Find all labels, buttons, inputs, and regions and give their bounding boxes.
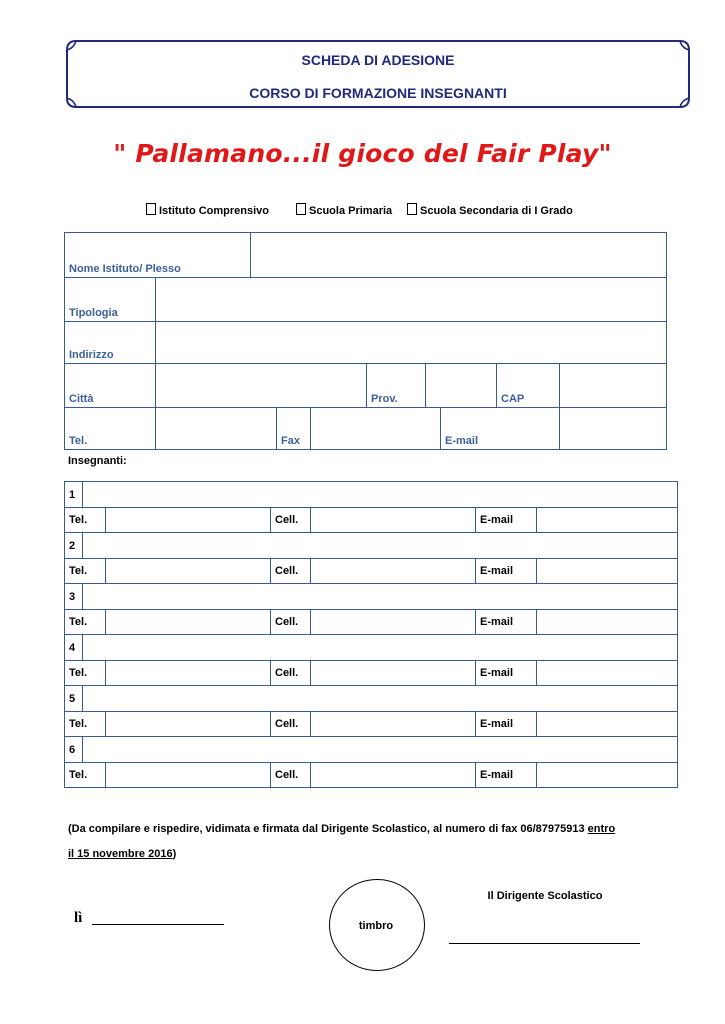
- teacher-tel-label: Tel.: [69, 514, 88, 526]
- citta-label-cell: [65, 364, 156, 408]
- teacher-tel-field[interactable]: [106, 559, 271, 584]
- teacher-contact-row: [65, 508, 678, 533]
- note-deadline-word: entro: [587, 823, 616, 835]
- teacher-tel-label-cell: [65, 763, 106, 788]
- teacher-name-field[interactable]: [83, 584, 678, 610]
- tel-label: Tel.: [69, 435, 88, 447]
- cap-label: CAP: [501, 393, 525, 405]
- teacher-number-cell: [65, 686, 83, 712]
- teacher-cell-field[interactable]: [311, 610, 476, 635]
- teacher-cell-label: Cell.: [275, 514, 299, 526]
- note-text: (Da compilare e rispedire, vidimata e firmata dal Dirigente Scolastico, al numero di fax 06/87975913: [68, 823, 588, 835]
- teacher-tel-label-cell: [65, 712, 106, 737]
- teacher-cell-field[interactable]: [311, 763, 476, 788]
- stamp-label: timbro: [358, 920, 394, 932]
- teacher-email-label-cell: [476, 559, 537, 584]
- teacher-number-cell: [65, 584, 83, 610]
- teacher-tel-label-cell: [65, 559, 106, 584]
- teacher-cell-label: Cell.: [275, 616, 299, 628]
- teacher-number-cell: [65, 635, 83, 661]
- teacher-number: 1: [69, 488, 76, 501]
- teacher-email-label: E-mail: [480, 514, 514, 526]
- teacher-number-cell: [65, 533, 83, 559]
- teacher-number: 3: [69, 590, 76, 603]
- teacher-name-row: [65, 533, 678, 559]
- email-field[interactable]: [560, 408, 667, 450]
- teacher-email-label: E-mail: [480, 616, 514, 628]
- teacher-email-field[interactable]: [537, 559, 678, 584]
- note-close: ): [172, 848, 177, 860]
- teacher-email-label: E-mail: [480, 718, 514, 730]
- school-info-table: [64, 232, 667, 450]
- teacher-cell-field[interactable]: [311, 559, 476, 584]
- teacher-name-field[interactable]: [83, 482, 678, 508]
- cap-label-cell: [497, 364, 560, 408]
- teacher-tel-label: Tel.: [69, 769, 88, 781]
- option-label: Scuola Secondaria di I Grado: [420, 205, 573, 217]
- teacher-tel-label: Tel.: [69, 667, 88, 679]
- prov-field[interactable]: [426, 364, 497, 408]
- teacher-name-field[interactable]: [83, 737, 678, 763]
- teacher-tel-label: Tel.: [69, 616, 88, 628]
- teacher-tel-field[interactable]: [106, 661, 271, 686]
- header-line-2: CORSO DI FORMAZIONE INSEGNANTI: [249, 85, 507, 101]
- teacher-cell-label-cell: [271, 763, 311, 788]
- teacher-name-field[interactable]: [83, 533, 678, 559]
- teacher-cell-field[interactable]: [311, 661, 476, 686]
- teacher-tel-label: Tel.: [69, 565, 88, 577]
- teacher-email-label-cell: [476, 712, 537, 737]
- teacher-tel-label-cell: [65, 508, 106, 533]
- teacher-contact-row: [65, 712, 678, 737]
- teacher-email-label: E-mail: [480, 667, 514, 679]
- option-scuola-secondaria[interactable]: [407, 203, 573, 217]
- teacher-cell-label: Cell.: [275, 565, 299, 577]
- teacher-contact-row: [65, 661, 678, 686]
- teacher-cell-label-cell: [271, 508, 311, 533]
- teacher-cell-label: Cell.: [275, 769, 299, 781]
- place-date-line[interactable]: [92, 924, 224, 925]
- tipologia-label-cell: [65, 278, 156, 322]
- teacher-name-row: [65, 686, 678, 712]
- teacher-tel-field[interactable]: [106, 610, 271, 635]
- teacher-cell-label-cell: [271, 661, 311, 686]
- teacher-tel-field[interactable]: [106, 508, 271, 533]
- option-istituto-comprensivo[interactable]: [146, 203, 269, 217]
- teacher-number: 2: [69, 539, 76, 552]
- teacher-name-row: [65, 584, 678, 610]
- teacher-email-field[interactable]: [537, 610, 678, 635]
- tipologia-label: Tipologia: [69, 307, 118, 319]
- fax-label-cell: [277, 408, 311, 450]
- teacher-cell-label: Cell.: [275, 667, 299, 679]
- teacher-name-row: [65, 482, 678, 508]
- teacher-cell-label: Cell.: [275, 718, 299, 730]
- prov-label-cell: [367, 364, 426, 408]
- prov-label: Prov.: [371, 393, 398, 405]
- teachers-heading: Insegnanti:: [68, 455, 127, 467]
- nome-istituto-field[interactable]: [251, 233, 667, 278]
- fax-field[interactable]: [311, 408, 441, 450]
- teacher-email-label-cell: [476, 508, 537, 533]
- teacher-email-label-cell: [476, 610, 537, 635]
- teacher-contact-row: [65, 610, 678, 635]
- tel-label-cell: [65, 408, 156, 450]
- teacher-cell-label-cell: [271, 712, 311, 737]
- teacher-email-label: E-mail: [480, 565, 514, 577]
- citta-field[interactable]: [156, 364, 367, 408]
- tipologia-field[interactable]: [156, 278, 667, 322]
- teacher-number: 6: [69, 743, 76, 756]
- teacher-cell-label-cell: [271, 559, 311, 584]
- option-label: Istituto Comprensivo: [159, 205, 270, 217]
- citta-label: Città: [69, 393, 94, 405]
- indirizzo-field[interactable]: [156, 322, 667, 364]
- page-title: " Pallamano...il gioco del Fair Play": [113, 139, 612, 168]
- dirigente-label: Il Dirigente Scolastico: [487, 890, 603, 902]
- cap-field[interactable]: [560, 364, 667, 408]
- teacher-cell-field[interactable]: [311, 508, 476, 533]
- nome-istituto-label: Nome Istituto/ Plesso: [69, 263, 181, 275]
- checkbox-icon[interactable]: [407, 203, 417, 215]
- email-label: E-mail: [445, 435, 479, 447]
- checkbox-icon[interactable]: [296, 203, 306, 215]
- teacher-tel-label: Tel.: [69, 718, 88, 730]
- teacher-number-cell: [65, 737, 83, 763]
- place-label: lì: [74, 910, 83, 926]
- option-scuola-primaria[interactable]: [296, 203, 392, 217]
- indirizzo-label: Indirizzo: [69, 349, 114, 361]
- teacher-tel-label-cell: [65, 661, 106, 686]
- teachers-table: [64, 481, 678, 788]
- note-deadline-date: il 15 novembre 2016: [68, 848, 173, 860]
- tel-field[interactable]: [156, 408, 277, 450]
- fax-label: Fax: [281, 435, 300, 447]
- teacher-contact-row: [65, 763, 678, 788]
- note-line-2: [68, 848, 176, 860]
- teacher-email-label-cell: [476, 661, 537, 686]
- teacher-tel-field[interactable]: [106, 712, 271, 737]
- teacher-number-cell: [65, 482, 83, 508]
- note-line-1: [68, 823, 615, 835]
- signature-line[interactable]: [449, 943, 640, 944]
- teacher-email-label-cell: [476, 763, 537, 788]
- header-line-1: SCHEDA DI ADESIONE: [301, 52, 455, 68]
- teacher-number: 5: [69, 692, 76, 705]
- teacher-email-field[interactable]: [537, 508, 678, 533]
- teacher-name-row: [65, 737, 678, 763]
- teacher-cell-field[interactable]: [311, 712, 476, 737]
- teacher-cell-label-cell: [271, 610, 311, 635]
- email-label-cell: [441, 408, 560, 450]
- option-label: Scuola Primaria: [309, 205, 393, 217]
- teacher-number: 4: [69, 641, 76, 654]
- teacher-name-field[interactable]: [83, 635, 678, 661]
- teacher-tel-label-cell: [65, 610, 106, 635]
- teacher-name-row: [65, 635, 678, 661]
- teacher-name-field[interactable]: [83, 686, 678, 712]
- checkbox-icon[interactable]: [146, 203, 156, 215]
- indirizzo-label-cell: [65, 322, 156, 364]
- teacher-tel-field[interactable]: [106, 763, 271, 788]
- teacher-email-field[interactable]: [537, 763, 678, 788]
- teacher-email-field[interactable]: [537, 661, 678, 686]
- teacher-contact-row: [65, 559, 678, 584]
- teacher-email-label: E-mail: [480, 769, 514, 781]
- nome-istituto-label-cell: [65, 233, 251, 278]
- teacher-email-field[interactable]: [537, 712, 678, 737]
